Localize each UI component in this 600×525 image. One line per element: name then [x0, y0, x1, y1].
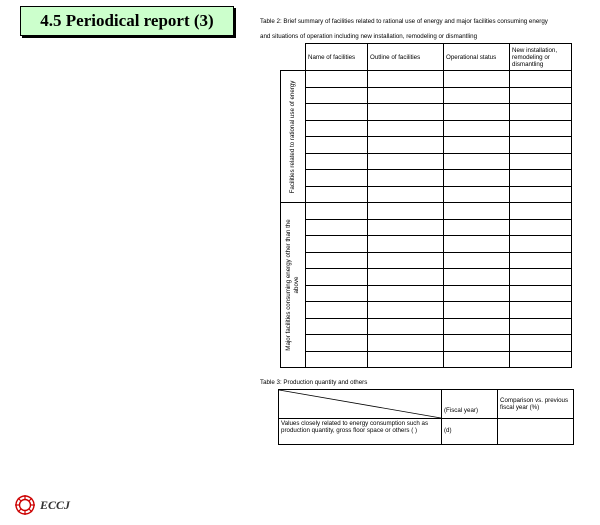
header-new-installation: New installation, remodeling or dismantling [510, 44, 572, 71]
table2-row [281, 153, 572, 170]
table2-empty-cell [368, 252, 444, 269]
table2-empty-cell [444, 203, 510, 220]
eccj-logo [14, 494, 70, 516]
table2-row [281, 335, 572, 352]
table2-empty-cell [510, 170, 572, 187]
table2-empty-cell [444, 104, 510, 121]
table2-empty-cell [510, 335, 572, 352]
fiscal-year-header: (Fiscal year) [442, 390, 498, 419]
table2-empty-cell [444, 120, 510, 137]
table2-empty-cell [306, 87, 368, 104]
table2-empty-cell [306, 203, 368, 220]
table2-empty-cell [510, 203, 572, 220]
table2-empty-cell [510, 87, 572, 104]
table2-empty-cell [306, 252, 368, 269]
table2-header-row [281, 44, 572, 71]
table2-empty-cell [510, 153, 572, 170]
table2-row [281, 318, 572, 335]
table2-empty-cell [510, 137, 572, 154]
table2-empty-cell [444, 170, 510, 187]
table2-empty-cell [444, 269, 510, 286]
table2-empty-cell [510, 351, 572, 368]
table3-caption: Table 3: Production quantity and others [260, 379, 368, 386]
table2-empty-cell [510, 269, 572, 286]
table2-empty-cell [368, 170, 444, 187]
table2-row [281, 137, 572, 154]
group-label-other-major-facilities-cell [281, 203, 306, 368]
table2-empty-cell [368, 269, 444, 286]
table2-empty-cell [444, 318, 510, 335]
table2-empty-cell [368, 120, 444, 137]
table2-row [281, 219, 572, 236]
group-label-other-major-facilities: Major facilities consuming energy other than the above [285, 219, 300, 351]
table2-empty-cell [306, 219, 368, 236]
table2-empty-cell [368, 71, 444, 88]
eccj-emblem-icon [14, 494, 36, 516]
table2-empty-cell [306, 71, 368, 88]
comparison-value-cell [498, 419, 574, 445]
table2-row [281, 186, 572, 203]
table2-empty-cell [444, 302, 510, 319]
table2-empty-cell [368, 351, 444, 368]
table2-empty-cell [306, 104, 368, 121]
table2-empty-cell [306, 120, 368, 137]
table2-empty-cell [510, 71, 572, 88]
production-quantity-table [278, 389, 574, 445]
table2-empty-cell [306, 351, 368, 368]
table2-empty-cell [368, 335, 444, 352]
table2-empty-cell [444, 71, 510, 88]
table2-empty-cell [306, 302, 368, 319]
table2-empty-cell [306, 285, 368, 302]
group-label-rational-energy: Facilities related to rational use of energy [289, 80, 296, 193]
table2-row [281, 104, 572, 121]
table2-empty-cell [368, 104, 444, 121]
table2-corner-cell [281, 44, 306, 71]
table2-empty-cell [510, 318, 572, 335]
header-operational-status: Operational status [444, 44, 510, 71]
table2-caption-line2: and situations of operation including new installation, remodeling or dismantling [260, 33, 478, 40]
table2-empty-cell [444, 285, 510, 302]
table2-empty-cell [368, 219, 444, 236]
table2-empty-cell [510, 120, 572, 137]
diagonal-header-cell [279, 390, 442, 419]
table2-caption-line1: Table 2: Brief summary of facilities related to rational use of energy and major facilities consuming energy [260, 18, 548, 25]
facilities-summary-table [280, 43, 572, 368]
table2-empty-cell [306, 137, 368, 154]
table2-empty-cell [306, 269, 368, 286]
table2-row [281, 252, 572, 269]
table2-empty-cell [306, 236, 368, 253]
table2-empty-cell [510, 219, 572, 236]
table2-empty-cell [444, 137, 510, 154]
table2-empty-cell [368, 285, 444, 302]
table2-empty-cell [368, 203, 444, 220]
table2-empty-cell [444, 87, 510, 104]
table2-empty-cell [306, 153, 368, 170]
table2-empty-cell [510, 302, 572, 319]
table2-empty-cell [510, 236, 572, 253]
table2-empty-cell [368, 186, 444, 203]
table2-empty-cell [444, 236, 510, 253]
table2-empty-cell [444, 335, 510, 352]
table2-empty-cell [306, 170, 368, 187]
table2-empty-cell [510, 186, 572, 203]
table2-empty-cell [444, 153, 510, 170]
table2-row [281, 236, 572, 253]
table2-empty-cell [306, 335, 368, 352]
production-row-unit: (d) [442, 419, 498, 445]
table2-empty-cell [444, 219, 510, 236]
table2-row [281, 302, 572, 319]
eccj-logo-text: ECCJ [40, 497, 71, 512]
table2-empty-cell [510, 252, 572, 269]
table2-empty-cell [306, 186, 368, 203]
header-outline-of-facilities: Outline of facilities [368, 44, 444, 71]
table2-row [281, 120, 572, 137]
table2-empty-cell [368, 236, 444, 253]
table2-empty-cell [306, 318, 368, 335]
header-name-of-facilities: Name of facilities [306, 44, 368, 71]
table2-empty-cell [368, 302, 444, 319]
table3-header-row [279, 390, 574, 419]
table2-row [281, 87, 572, 104]
table3-data-row [279, 419, 574, 445]
table2-row [281, 285, 572, 302]
table2-empty-cell [510, 285, 572, 302]
diagonal-line [279, 390, 441, 418]
table2-row [281, 269, 572, 286]
group-label-rational-energy-cell [281, 71, 306, 203]
table2-row [281, 203, 572, 220]
production-row-label: Values closely related to energy consumption such as production quantity, gross floor space or others ( ) [279, 419, 442, 445]
table2-row [281, 351, 572, 368]
table2-empty-cell [368, 318, 444, 335]
table2-row [281, 170, 572, 187]
table2-empty-cell [444, 252, 510, 269]
table2-row [281, 71, 572, 88]
slide-title: 4.5 Periodical report (3) [20, 6, 234, 36]
table2-empty-cell [510, 104, 572, 121]
table2-empty-cell [368, 153, 444, 170]
table2-empty-cell [368, 87, 444, 104]
table2-empty-cell [444, 186, 510, 203]
table2-empty-cell [444, 351, 510, 368]
table2-empty-cell [368, 137, 444, 154]
comparison-header: Comparison vs. previous fiscal year (%) [498, 390, 574, 419]
